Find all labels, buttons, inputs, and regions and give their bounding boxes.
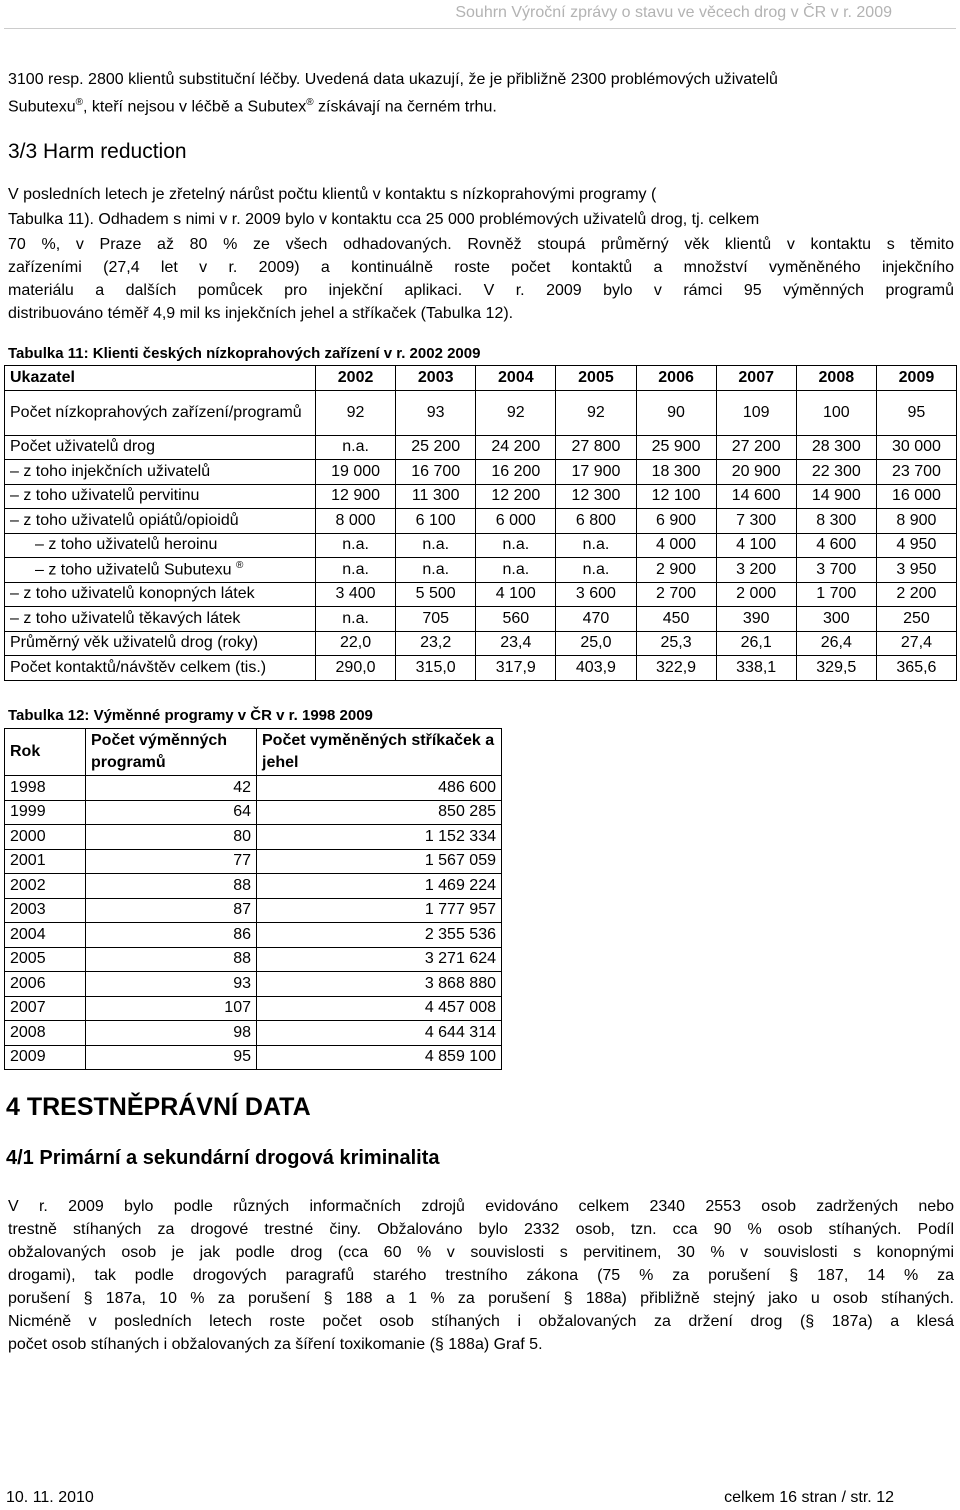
table-11 xyxy=(4,365,957,681)
table-cell: 95 xyxy=(86,1045,257,1070)
section-heading: 4/1 Primární a sekundární drogová kriminalita xyxy=(6,1147,440,1169)
table-row xyxy=(5,582,957,607)
table-cell: 1999 xyxy=(5,800,86,825)
table-cell: 4 000 xyxy=(636,533,716,558)
table-cell: 2 900 xyxy=(636,558,716,583)
table-row xyxy=(5,776,502,801)
table-cell: 3 950 xyxy=(876,558,956,583)
table-cell: 14 600 xyxy=(716,484,796,509)
table-cell: 30 000 xyxy=(876,435,956,460)
table-row xyxy=(5,972,502,997)
column-header: 2008 xyxy=(796,366,876,391)
table-cell: 28 300 xyxy=(796,435,876,460)
table-row xyxy=(5,825,502,850)
intro-line-2a: Subutexu xyxy=(8,98,76,116)
row-label: – z toho uživatelů heroinu xyxy=(5,533,316,558)
row-label-text: z toho uživatelů opiátů/opioidů xyxy=(23,511,239,529)
table-cell: 16 200 xyxy=(476,460,556,485)
column-header: 2009 xyxy=(876,366,956,391)
table-row xyxy=(5,558,957,583)
intro-line-1: 3100 resp. 2800 klientů substituční léčby. Uvedená data ukazují, že je přibližně 2300 problémových uživatelů xyxy=(8,71,778,88)
table-cell: 1 700 xyxy=(796,582,876,607)
table-cell: 22 300 xyxy=(796,460,876,485)
table-cell: 4 100 xyxy=(476,582,556,607)
table-cell: 4 644 314 xyxy=(257,1021,502,1046)
row-label: – z toho uživatelů konopných látek xyxy=(5,582,316,607)
column-header: 2007 xyxy=(716,366,796,391)
table-cell: 109 xyxy=(716,390,796,435)
paragraph-line: V posledních letech je zřetelný nárůst počtu klientů v kontaktu s nízkoprahovými programy ( xyxy=(8,186,657,203)
table-header-row xyxy=(5,366,957,391)
table-cell: 4 600 xyxy=(796,533,876,558)
table-row xyxy=(5,533,957,558)
table-cell: 6 000 xyxy=(476,509,556,534)
table-cell: 92 xyxy=(556,390,636,435)
row-label-text: z toho uživatelů pervitinu xyxy=(23,487,200,505)
table-cell: 4 100 xyxy=(716,533,796,558)
table-cell: 8 900 xyxy=(876,509,956,534)
table-cell: n.a. xyxy=(316,607,396,632)
table-row xyxy=(5,849,502,874)
table-cell: 95 xyxy=(876,390,956,435)
column-header: Počet výměnných programů xyxy=(86,729,257,776)
paragraph-line: distribuováno téměř 4,9 mil ks injekčních jehel a stříkaček (Tabulka 12). xyxy=(8,305,514,322)
table-row xyxy=(5,800,502,825)
table-cell: n.a. xyxy=(396,558,476,583)
table-cell: 2004 xyxy=(5,923,86,948)
column-header: Počet vyměněných stříkaček a jehel xyxy=(257,729,502,776)
table-cell: 1 777 957 xyxy=(257,898,502,923)
table-cell: 365,6 xyxy=(876,656,956,681)
paragraph-line: porušení § 187a, 10 % za porušení § 188 a 1 % za porušení § 188a) přibližně stejný jako u osob stíhaných. xyxy=(8,1290,954,1307)
table-cell: 4 950 xyxy=(876,533,956,558)
table-row xyxy=(5,631,957,656)
paragraph-line: obžalovaných osob je jak podle drog (cca 60 % v souvislosti s pervitinem, 30 % v souvislosti s konopnými xyxy=(8,1244,954,1261)
table-cell: 25,3 xyxy=(636,631,716,656)
column-header: 2006 xyxy=(636,366,716,391)
table-header-row xyxy=(5,729,502,776)
table-cell: 3 600 xyxy=(556,582,636,607)
table-11-caption: Tabulka 11: Klienti českých nízkoprahových zařízení v r. 2002 2009 xyxy=(8,345,481,362)
intro-line-2b: , kteří nejsou v léčbě a Subutex xyxy=(82,98,307,116)
table-cell: 390 xyxy=(716,607,796,632)
registered-mark: ® xyxy=(306,97,314,108)
table-cell: 486 600 xyxy=(257,776,502,801)
row-label: Počet nízkoprahových zařízení/programů xyxy=(5,390,316,435)
table-cell: 2 000 xyxy=(716,582,796,607)
table-cell: 1 469 224 xyxy=(257,874,502,899)
paragraph-line: Tabulka 11). Odhadem s nimi v r. 2009 bylo v kontaktu cca 25 000 problémových uživatelů drog, tj. celkem xyxy=(8,211,760,228)
header-divider xyxy=(4,28,956,29)
table-cell: 3 700 xyxy=(796,558,876,583)
table-cell: 5 500 xyxy=(396,582,476,607)
table-row xyxy=(5,1021,502,1046)
table-cell: 20 900 xyxy=(716,460,796,485)
table-cell: n.a. xyxy=(316,533,396,558)
table-cell: 6 100 xyxy=(396,509,476,534)
table-cell: 16 000 xyxy=(876,484,956,509)
table-cell: 2008 xyxy=(5,1021,86,1046)
row-label-text: z toho uživatelů heroinu xyxy=(48,536,218,554)
table-cell: 315,0 xyxy=(396,656,476,681)
table-cell: 6 900 xyxy=(636,509,716,534)
table-row xyxy=(5,460,957,485)
table-cell: 4 859 100 xyxy=(257,1045,502,1070)
table-row xyxy=(5,509,957,534)
table-cell: 42 xyxy=(86,776,257,801)
table-cell: 470 xyxy=(556,607,636,632)
row-label: – z toho injekčních uživatelů xyxy=(5,460,316,485)
table-cell: 8 300 xyxy=(796,509,876,534)
table-cell: 4 457 008 xyxy=(257,996,502,1021)
table-cell: 27 800 xyxy=(556,435,636,460)
table-cell: 2002 xyxy=(5,874,86,899)
table-cell: 1 567 059 xyxy=(257,849,502,874)
table-cell: 26,1 xyxy=(716,631,796,656)
row-label: Počet kontaktů/návštěv celkem (tis.) xyxy=(5,656,316,681)
row-label-text: z toho uživatelů konopných látek xyxy=(23,585,255,603)
table-cell: n.a. xyxy=(396,533,476,558)
table-cell: 2006 xyxy=(5,972,86,997)
column-header: Rok xyxy=(5,729,86,776)
footer-page-number: celkem 16 stran / str. 12 xyxy=(724,1489,894,1506)
table-cell: n.a. xyxy=(556,558,636,583)
table-row xyxy=(5,874,502,899)
table-row xyxy=(5,1045,502,1070)
table-cell: 24 200 xyxy=(476,435,556,460)
table-cell: 850 285 xyxy=(257,800,502,825)
table-cell: 27 200 xyxy=(716,435,796,460)
table-cell: 88 xyxy=(86,874,257,899)
table-cell: 329,5 xyxy=(796,656,876,681)
table-row xyxy=(5,923,502,948)
table-cell: 322,9 xyxy=(636,656,716,681)
paragraph-line: trestně stíhaných za drogové trestné činy. Obžalováno bylo 2332 osob, tzn. cca 90 % osob stíhaných. Podíl xyxy=(8,1221,954,1238)
table-cell: 6 800 xyxy=(556,509,636,534)
table-12-caption: Tabulka 12: Výměnné programy v ČR v r. 1998 2009 xyxy=(8,707,373,724)
paragraph-line: Nicméně v posledních letech roste počet osob stíhaných i obžalovaných za držení drog (§ 187a) a klesá xyxy=(8,1313,954,1330)
table-cell: 87 xyxy=(86,898,257,923)
table-cell: 25 900 xyxy=(636,435,716,460)
table-cell: 88 xyxy=(86,947,257,972)
table-cell: n.a. xyxy=(556,533,636,558)
row-label-text: z toho injekčních uživatelů xyxy=(23,462,211,480)
row-label: – z toho uživatelů těkavých látek xyxy=(5,607,316,632)
table-12 xyxy=(4,728,502,1070)
table-cell: 7 300 xyxy=(716,509,796,534)
table-cell: n.a. xyxy=(476,533,556,558)
table-cell: 16 700 xyxy=(396,460,476,485)
table-cell: 19 000 xyxy=(316,460,396,485)
paragraph-line: materiálu a dalších pomůcek pro injekční aplikaci. V r. 2009 bylo v rámci 95 výměnných programů xyxy=(8,282,954,299)
table-cell: 25,0 xyxy=(556,631,636,656)
table-cell: 93 xyxy=(86,972,257,997)
table-cell: 2003 xyxy=(5,898,86,923)
column-header: Ukazatel xyxy=(5,366,316,391)
table-cell: 14 900 xyxy=(796,484,876,509)
table-row xyxy=(5,947,502,972)
table-cell: 12 100 xyxy=(636,484,716,509)
chapter-heading: 4 TRESTNĚPRÁVNÍ DATA xyxy=(6,1093,311,1121)
table-row xyxy=(5,390,957,435)
table-cell: 2 200 xyxy=(876,582,956,607)
table-cell: 3 271 624 xyxy=(257,947,502,972)
paragraph-line: počet osob stíhaných i obžalovaných za šíření toxikomanie (§ 188a) Graf 5. xyxy=(8,1336,543,1353)
table-cell: 11 300 xyxy=(396,484,476,509)
table-row xyxy=(5,435,957,460)
table-cell: 12 900 xyxy=(316,484,396,509)
table-cell: 1 152 334 xyxy=(257,825,502,850)
table-cell: 27,4 xyxy=(876,631,956,656)
table-cell: 22,0 xyxy=(316,631,396,656)
row-label: – z toho uživatelů opiátů/opioidů xyxy=(5,509,316,534)
row-label-text: z toho uživatelů Subutexu xyxy=(48,561,232,579)
table-cell: 290,0 xyxy=(316,656,396,681)
table-cell: 18 300 xyxy=(636,460,716,485)
intro-line-2c: získávají na černém trhu. xyxy=(313,98,497,116)
table-cell: 1998 xyxy=(5,776,86,801)
column-header: 2003 xyxy=(396,366,476,391)
row-label-text: z toho uživatelů těkavých látek xyxy=(23,609,241,627)
table-cell: 2007 xyxy=(5,996,86,1021)
table-cell: 338,1 xyxy=(716,656,796,681)
table-cell: 317,9 xyxy=(476,656,556,681)
intro-line-2 xyxy=(8,91,497,118)
section-heading-harm-reduction: 3/3 Harm reduction xyxy=(8,140,187,163)
table-cell: 2009 xyxy=(5,1045,86,1070)
paragraph-line: zařízeními (27,4 let v r. 2009) a kontinuálně roste počet kontaktů a množství vyměněného injekčního xyxy=(8,259,954,276)
table-cell: 23,2 xyxy=(396,631,476,656)
table-cell: n.a. xyxy=(316,435,396,460)
table-cell: 2 700 xyxy=(636,582,716,607)
column-header: 2002 xyxy=(316,366,396,391)
table-cell: 23,4 xyxy=(476,631,556,656)
table-cell: 2 355 536 xyxy=(257,923,502,948)
footer-date: 10. 11. 2010 xyxy=(6,1489,94,1506)
column-header: 2005 xyxy=(556,366,636,391)
row-label: – z toho uživatelů pervitinu xyxy=(5,484,316,509)
table-cell: 2005 xyxy=(5,947,86,972)
table-cell: 3 868 880 xyxy=(257,972,502,997)
table-cell: 100 xyxy=(796,390,876,435)
table-cell: 86 xyxy=(86,923,257,948)
table-cell: 300 xyxy=(796,607,876,632)
table-cell: 250 xyxy=(876,607,956,632)
table-cell: 12 200 xyxy=(476,484,556,509)
table-cell: 2001 xyxy=(5,849,86,874)
table-cell: 17 900 xyxy=(556,460,636,485)
table-row xyxy=(5,898,502,923)
table-cell: 8 000 xyxy=(316,509,396,534)
paragraph-line: V r. 2009 bylo podle různých informačních zdrojů evidováno celkem 2340 2553 osob zadržených nebo xyxy=(8,1198,954,1215)
table-cell: 3 400 xyxy=(316,582,396,607)
table-cell: 26,4 xyxy=(796,631,876,656)
table-cell: n.a. xyxy=(476,558,556,583)
table-row xyxy=(5,484,957,509)
table-cell: 98 xyxy=(86,1021,257,1046)
page-header-title: Souhrn Výroční zprávy o stavu ve věcech drog v ČR v r. 2009 xyxy=(455,4,892,21)
paragraph-line: drogami), tak podle drogových paragrafů starého trestního zákona (75 % za porušení § 187, 14 % za xyxy=(8,1267,954,1284)
column-header: 2004 xyxy=(476,366,556,391)
table-cell: 2000 xyxy=(5,825,86,850)
row-label: Počet uživatelů drog xyxy=(5,435,316,460)
table-cell: 3 200 xyxy=(716,558,796,583)
table-cell: 450 xyxy=(636,607,716,632)
table-row xyxy=(5,656,957,681)
table-cell: 80 xyxy=(86,825,257,850)
row-label: Průměrný věk uživatelů drog (roky) xyxy=(5,631,316,656)
table-cell: 93 xyxy=(396,390,476,435)
registered-mark: ® xyxy=(236,560,244,572)
table-cell: 90 xyxy=(636,390,716,435)
table-cell: 107 xyxy=(86,996,257,1021)
row-label: – z toho uživatelů Subutexu ® xyxy=(5,558,316,583)
table-cell: 64 xyxy=(86,800,257,825)
table-cell: 92 xyxy=(316,390,396,435)
table-cell: 23 700 xyxy=(876,460,956,485)
table-cell: n.a. xyxy=(316,558,396,583)
table-cell: 25 200 xyxy=(396,435,476,460)
registered-mark: ® xyxy=(75,97,83,108)
table-cell: 12 300 xyxy=(556,484,636,509)
table-cell: 560 xyxy=(476,607,556,632)
table-cell: 77 xyxy=(86,849,257,874)
table-cell: 403,9 xyxy=(556,656,636,681)
table-cell: 92 xyxy=(476,390,556,435)
table-cell: 705 xyxy=(396,607,476,632)
paragraph-line: 70 %, v Praze až 80 % ze všech odhadovaných. Rovněž stoupá průměrný věk klientů v kontaktu s těmito xyxy=(8,236,954,253)
table-row xyxy=(5,996,502,1021)
table-row xyxy=(5,607,957,632)
